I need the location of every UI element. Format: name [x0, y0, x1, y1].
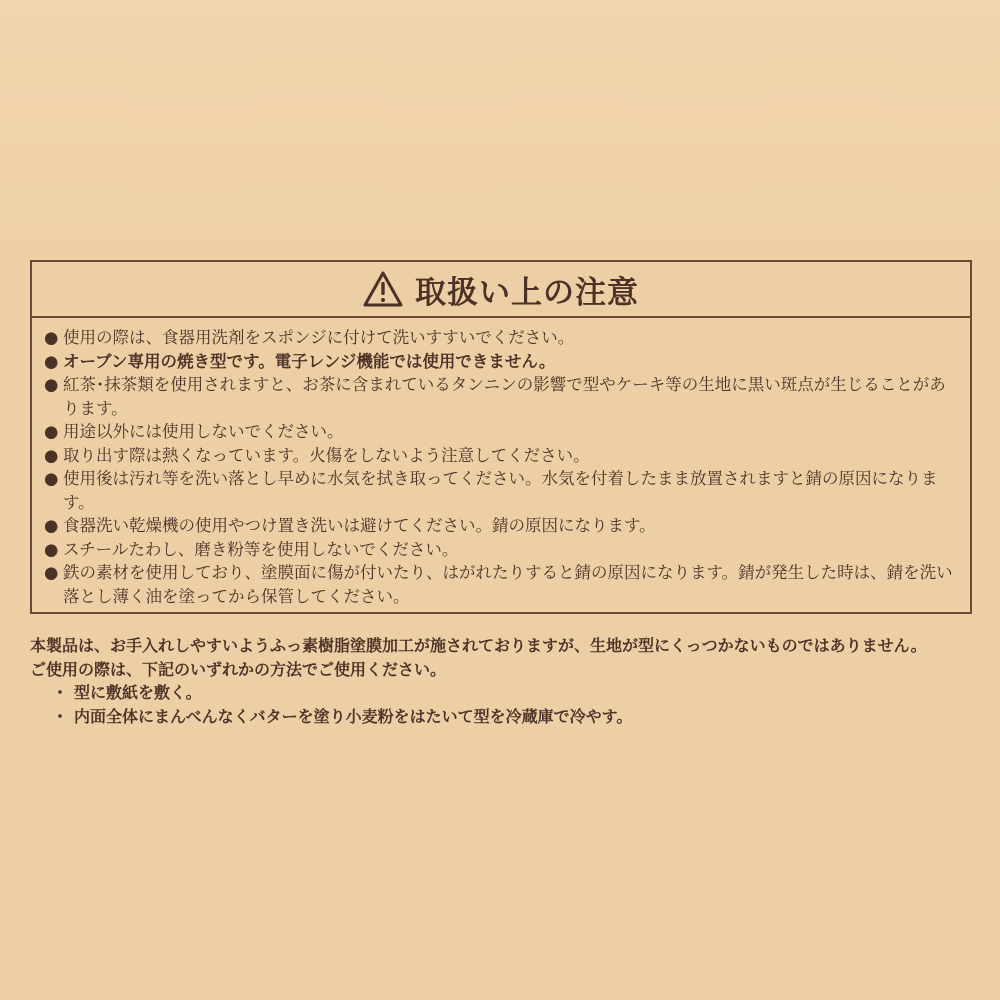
caution-item: [44, 350, 960, 374]
bullet-icon: ●: [44, 328, 59, 347]
method-item: [52, 681, 970, 705]
method-list: [30, 681, 970, 728]
bullet-icon: ●: [44, 516, 59, 535]
bullet-icon: ●: [44, 351, 59, 371]
caution-title: 取扱い上の注意: [415, 274, 639, 311]
coating-note: 本製品は、お手入れしやすいようふっ素樹脂塗膜加工が施されておりますが、生地が型にくっつかないものではありません。: [30, 636, 927, 655]
caution-item-text: 用途以外には使用しないでください。: [63, 422, 344, 441]
caution-item: [44, 514, 960, 538]
caution-item-text: 取り出す際は熱くなっています。火傷をしないよう注意してください。: [63, 445, 590, 465]
caution-item-text: 鉄の素材を使用しており、塗膜面に傷が付いたり、はがれたりすると錆の原因になります。錆が発生した時は、錆を洗い落とし薄く油を塗ってから保管してください。: [63, 563, 953, 606]
dot-icon: ・: [52, 706, 69, 726]
dot-icon: ・: [52, 683, 69, 702]
method-item: [52, 705, 970, 729]
caution-item: [44, 373, 960, 420]
caution-item: [44, 538, 960, 562]
bullet-icon: ●: [44, 422, 59, 441]
bullet-icon: ●: [44, 445, 59, 465]
warning-icon: [363, 271, 403, 307]
caution-item-text: スチールたわし、磨き粉等を使用しないでください。: [63, 539, 459, 559]
caution-list: [32, 318, 970, 608]
caution-item: [44, 561, 960, 608]
caution-item: [44, 326, 960, 350]
usage-instruction: ご使用の際は、下記のいずれかの方法でご使用ください。: [30, 659, 447, 679]
caution-item: [44, 444, 960, 468]
caution-item-text: 食器洗い乾燥機の使用やつけ置き洗いは避けてください。錆の原因になります。: [63, 516, 656, 535]
bullet-icon: ●: [44, 375, 59, 394]
method-item-text: 内面全体にまんべんなくバターを塗り小麦粉をはたいて型を冷蔵庫で冷やす。: [74, 706, 633, 726]
care-notes: [30, 634, 970, 728]
caution-header: [32, 262, 970, 318]
caution-box: [30, 260, 972, 614]
bullet-icon: ●: [44, 539, 59, 559]
caution-item-text: 使用後は汚れ等を洗い落とし早めに水気を拭き取ってください。水気を付着したまま放置されますと錆の原因になります。: [63, 469, 938, 512]
caution-item-text: 使用の際は、食器用洗剤をスポンジに付けて洗いすすいでください。: [63, 328, 575, 347]
bullet-icon: ●: [44, 563, 59, 582]
caution-item: [44, 420, 960, 444]
caution-item-text: オーブン専用の焼き型です。電子レンジ機能では使用できません。: [63, 351, 556, 371]
top-background-band: [0, 0, 1000, 240]
bullet-icon: ●: [44, 469, 59, 488]
method-item-text: 型に敷紙を敷く。: [74, 683, 202, 702]
caution-item-text: 紅茶･抹茶類を使用されますと、お茶に含まれているタンニンの影響で型やケーキ等の生地に黒い斑点が生じることがあります。: [63, 375, 946, 418]
caution-item: [44, 467, 960, 514]
